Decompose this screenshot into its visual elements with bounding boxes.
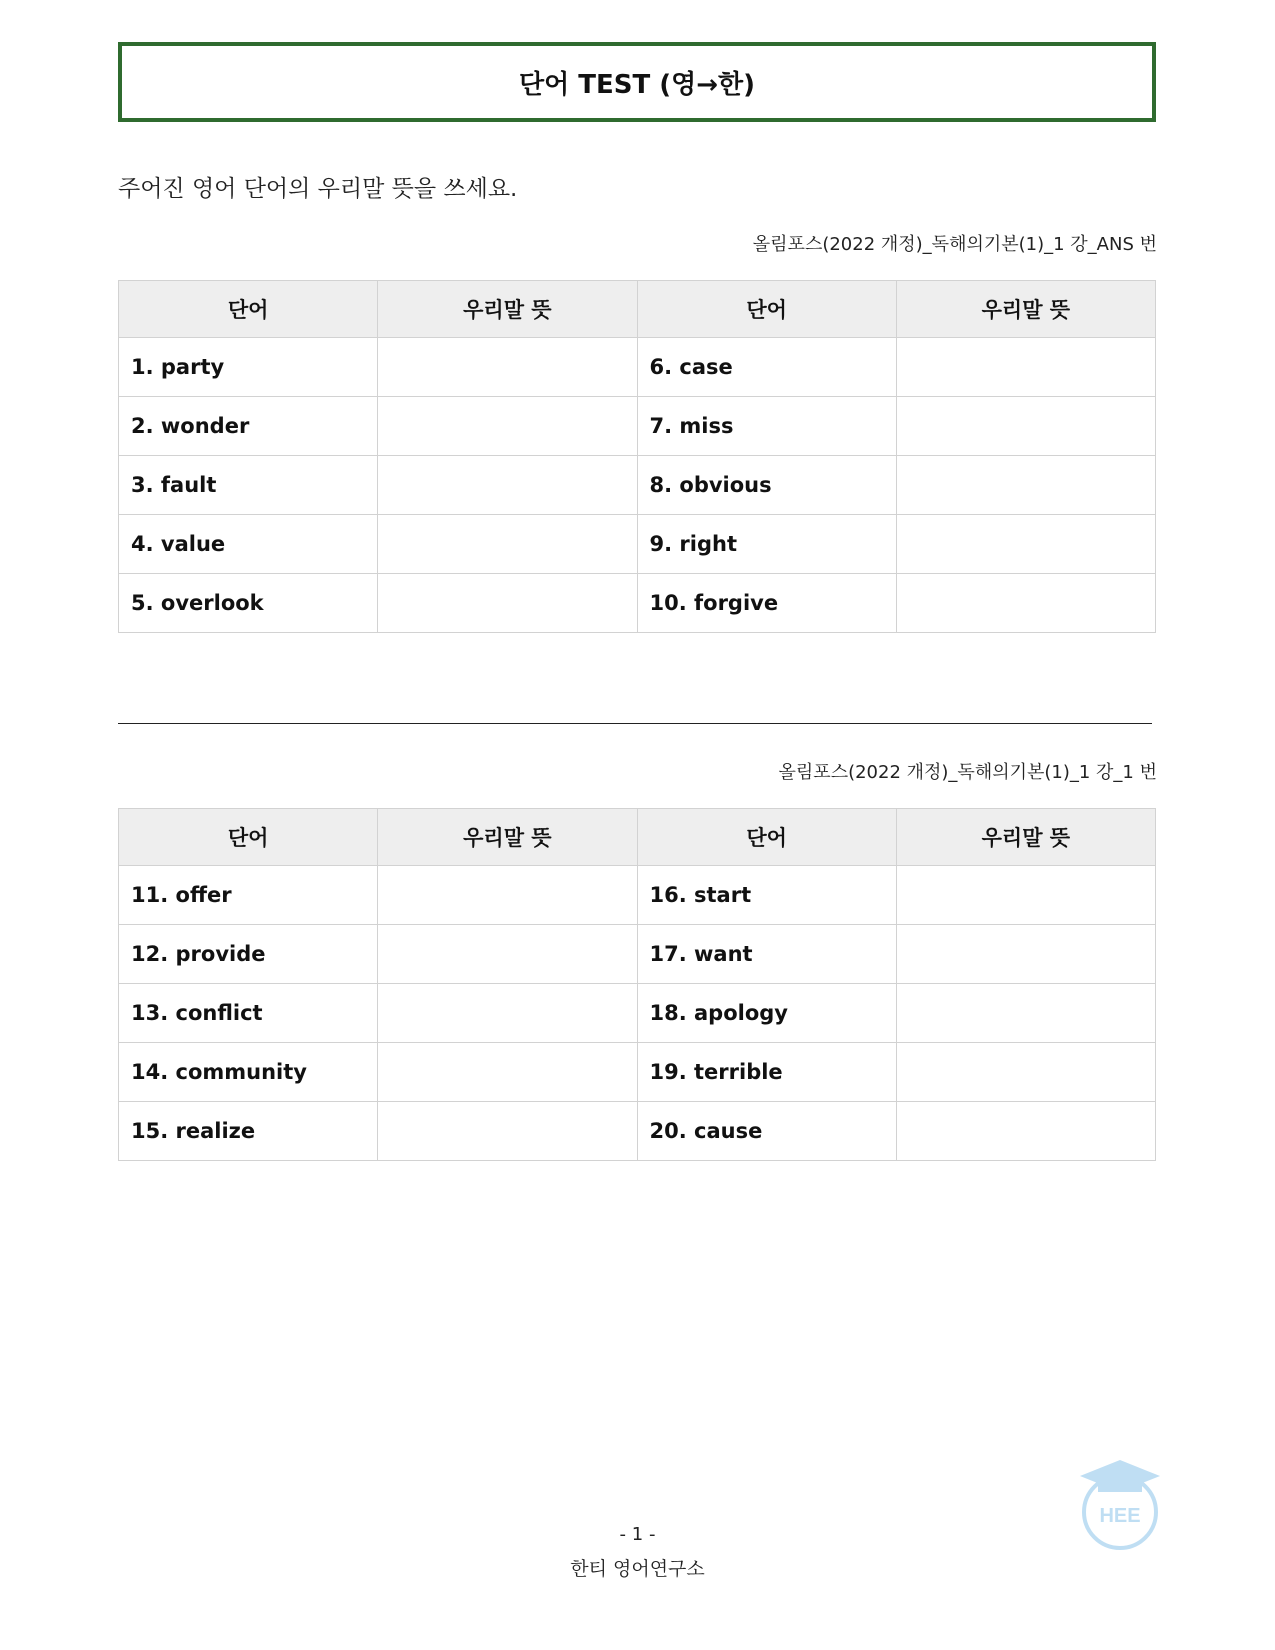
answer-cell[interactable] — [378, 397, 637, 456]
page-title: 단어 TEST (영→한) — [118, 42, 1156, 122]
answer-cell[interactable] — [896, 338, 1155, 397]
hee-logo — [1078, 1456, 1162, 1552]
table-row — [119, 1043, 1156, 1102]
table-row — [119, 984, 1156, 1043]
instruction-text: 주어진 영어 단어의 우리말 뜻을 쓰세요. — [118, 176, 518, 202]
column-header-meaning: 우리말 뜻 — [378, 281, 637, 338]
word-cell: 7. miss — [637, 397, 896, 456]
vocab-table — [118, 280, 1156, 633]
word-cell: 14. community — [119, 1043, 378, 1102]
word-cell: 13. conflict — [119, 984, 378, 1043]
answer-cell[interactable] — [896, 984, 1155, 1043]
column-header-word: 단어 — [119, 281, 378, 338]
answer-cell[interactable] — [896, 866, 1155, 925]
word-cell: 6. case — [637, 338, 896, 397]
section-divider — [118, 723, 1152, 724]
answer-cell[interactable] — [378, 515, 637, 574]
table-row — [119, 515, 1156, 574]
answer-cell[interactable] — [896, 1043, 1155, 1102]
word-cell: 1. party — [119, 338, 378, 397]
table-row — [119, 574, 1156, 633]
answer-cell[interactable] — [896, 574, 1155, 633]
answer-cell[interactable] — [378, 984, 637, 1043]
word-cell: 17. want — [637, 925, 896, 984]
answer-cell[interactable] — [378, 574, 637, 633]
source-label: 올림포스(2022 개정)_독해의기본(1)_1 강_1 번 — [778, 762, 1157, 783]
answer-cell[interactable] — [896, 456, 1155, 515]
answer-cell[interactable] — [378, 1102, 637, 1161]
column-header-word: 단어 — [637, 809, 896, 866]
word-cell: 15. realize — [119, 1102, 378, 1161]
word-cell: 16. start — [637, 866, 896, 925]
answer-cell[interactable] — [896, 515, 1155, 574]
answer-cell[interactable] — [378, 925, 637, 984]
logo-text: HEE — [1099, 1505, 1141, 1527]
answer-cell[interactable] — [896, 397, 1155, 456]
table-row — [119, 456, 1156, 515]
column-header-word: 단어 — [637, 281, 896, 338]
table-row — [119, 397, 1156, 456]
word-cell: 12. provide — [119, 925, 378, 984]
table-row — [119, 925, 1156, 984]
source-label: 올림포스(2022 개정)_독해의기본(1)_1 강_ANS 번 — [752, 234, 1157, 255]
word-cell: 8. obvious — [637, 456, 896, 515]
page-number: - 1 - — [619, 1524, 656, 1545]
word-cell: 4. value — [119, 515, 378, 574]
word-cell: 5. overlook — [119, 574, 378, 633]
word-cell: 9. right — [637, 515, 896, 574]
word-cell: 20. cause — [637, 1102, 896, 1161]
word-cell: 19. terrible — [637, 1043, 896, 1102]
column-header-word: 단어 — [119, 809, 378, 866]
table-row — [119, 1102, 1156, 1161]
word-cell: 11. offer — [119, 866, 378, 925]
answer-cell[interactable] — [896, 1102, 1155, 1161]
column-header-meaning: 우리말 뜻 — [896, 809, 1155, 866]
answer-cell[interactable] — [378, 1043, 637, 1102]
word-cell: 10. forgive — [637, 574, 896, 633]
column-header-meaning: 우리말 뜻 — [896, 281, 1155, 338]
word-cell: 18. apology — [637, 984, 896, 1043]
footer-text: 한티 영어연구소 — [570, 1558, 705, 1580]
table-row — [119, 866, 1156, 925]
column-header-meaning: 우리말 뜻 — [378, 809, 637, 866]
word-cell: 2. wonder — [119, 397, 378, 456]
table-header-row — [119, 281, 1156, 338]
table-header-row — [119, 809, 1156, 866]
answer-cell[interactable] — [378, 456, 637, 515]
answer-cell[interactable] — [378, 866, 637, 925]
table-row — [119, 338, 1156, 397]
answer-cell[interactable] — [378, 338, 637, 397]
answer-cell[interactable] — [896, 925, 1155, 984]
vocab-table — [118, 808, 1156, 1161]
graduation-cap-icon — [1078, 1456, 1162, 1552]
word-cell: 3. fault — [119, 456, 378, 515]
